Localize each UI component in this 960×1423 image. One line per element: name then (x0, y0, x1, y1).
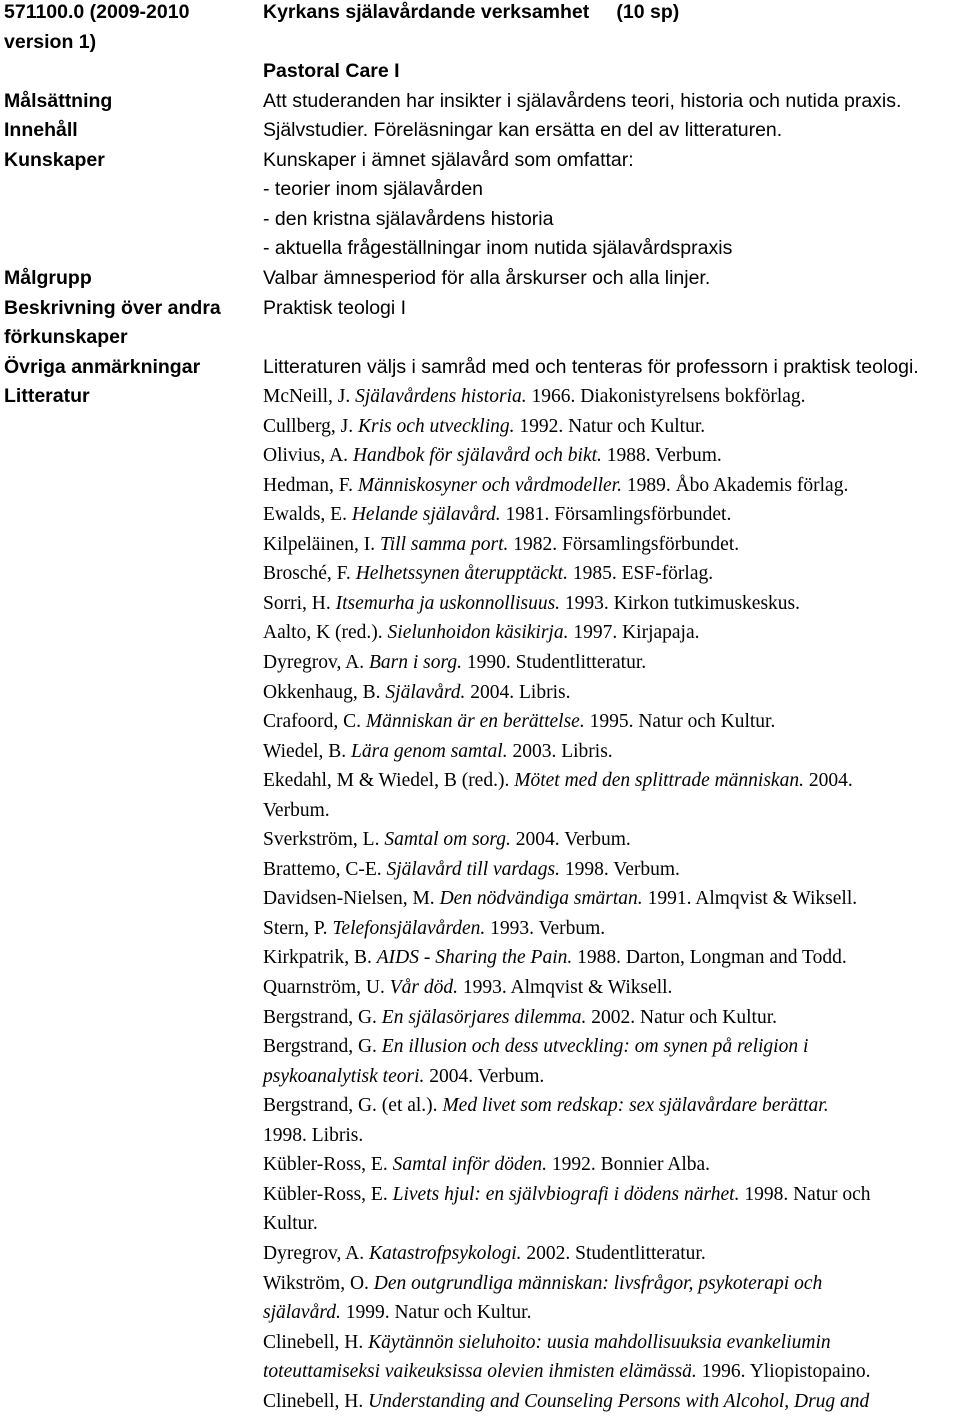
reference-text: 1991. Almqvist & Wiksell. (642, 888, 858, 910)
literature-line (263, 500, 731, 530)
literature-line (263, 796, 330, 826)
reference-text: 1993. Verbum. (485, 917, 606, 939)
reference-text: 1993. Kirkon tutkimuskeskus. (560, 592, 801, 614)
label-malgrupp: Målgrupp (4, 267, 92, 289)
reference-text: 1990. Studentlitteratur. (461, 651, 647, 673)
literature-line (263, 471, 848, 501)
course-title: Kyrkans själavårdande verksamhet (263, 1, 590, 23)
literature-line (263, 1269, 822, 1299)
literature-line (263, 766, 853, 796)
label-litteratur: Litteratur (4, 385, 90, 407)
reference-text: Dyregrov, A. (263, 1242, 369, 1264)
reference-text: 2003. Libris. (507, 740, 613, 762)
reference-text: 1989. Åbo Akademis förlag. (621, 474, 849, 496)
reference-text: 2004. (803, 770, 853, 792)
course-title-line (263, 0, 679, 28)
literature-line (263, 1121, 363, 1151)
literature-line (263, 943, 847, 973)
reference-title: Helande själavård. (351, 504, 501, 526)
goal-text: Att studeranden har insikter i själavårdens teori, historia och nutida praxis. (263, 90, 902, 112)
reference-title: Den outgrundliga människan: livsfrågor, psykoterapi och (373, 1272, 823, 1294)
literature-line (263, 1180, 871, 1210)
reference-text: Crafoord, C. (263, 711, 366, 733)
reference-title: Understanding and Counseling Persons with Alcohol, Drug and (368, 1390, 870, 1412)
reference-text: Kirkpatrik, B. (263, 947, 377, 969)
literature-line (263, 914, 605, 944)
reference-title: Vår död. (389, 977, 458, 998)
label-ovriga-anmarkningar: Övriga anmärkningar (4, 356, 201, 378)
knowledge-line: Kunskaper i ämnet själavård som omfattar: (263, 149, 634, 171)
literature-line (263, 825, 631, 855)
reference-text: Brosché, F. (263, 563, 356, 585)
reference-title: Människosyner och vårdmodeller. (357, 474, 622, 496)
reference-text: 2004. Libris. (465, 681, 571, 703)
literature-line (263, 678, 570, 708)
reference-title: Människan är en berättelse. (365, 711, 585, 733)
reference-text: 1966. Diakonistyrelsens bokförlag. (526, 386, 806, 407)
reference-title: Handbok för själavård och bikt. (352, 445, 602, 467)
reference-title: Till samma port. (379, 533, 509, 555)
prerequisites-text: Praktisk teologi I (263, 297, 407, 319)
knowledge-line: - den kristna själavårdens historia (263, 208, 554, 230)
reference-text: 1998. Verbum. (560, 858, 680, 880)
reference-text: Bergstrand, G. (263, 1036, 382, 1058)
reference-title: AIDS - Sharing the Pain. (376, 947, 573, 969)
reference-text: Verbum. (263, 799, 330, 821)
literature-line (263, 1357, 871, 1387)
reference-title: Barn i sorg. (368, 651, 462, 673)
literature-line (263, 1387, 869, 1417)
reference-text: 2002. Studentlitteratur. (521, 1242, 706, 1264)
reference-text: Clinebell, H. (263, 1331, 369, 1353)
reference-title: psykoanalytisk teori. (263, 1065, 425, 1087)
reference-title: Själavård. (385, 681, 466, 703)
reference-title: Sielunhoidon käsikirja. (387, 622, 569, 644)
reference-text: Kübler-Ross, E. (263, 1154, 393, 1176)
knowledge-line: - aktuella frågeställningar inom nutida själavårdspraxis (263, 237, 733, 259)
literature-line (263, 1328, 831, 1358)
reference-title: Itsemurha ja uskonnollisuus. (335, 592, 561, 614)
reference-title: Den nödvändiga smärtan. (439, 888, 643, 910)
reference-text: Sorri, H. (263, 592, 336, 614)
reference-text: 1998. Libris. (263, 1124, 364, 1146)
literature-line (263, 973, 672, 1003)
label-innehall: Innehåll (4, 119, 78, 141)
reference-text: Wikström, O. (263, 1272, 374, 1294)
literature-line (263, 1032, 808, 1062)
reference-text: Cullberg, J. (263, 415, 358, 437)
reference-text: 1998. Natur och (739, 1183, 871, 1205)
literature-line (263, 855, 680, 885)
literature-line (263, 884, 857, 914)
reference-text: 1997. Kirjapaja. (568, 622, 700, 644)
content-text: Självstudier. Föreläsningar kan ersätta en del av litteraturen. (263, 119, 783, 141)
literature-line (263, 1062, 544, 1092)
reference-text: 2004. Verbum. (424, 1065, 545, 1087)
reference-text: Hedman, F. (263, 474, 358, 496)
literature-line (263, 707, 775, 737)
reference-text: Clinebell, H. (263, 1390, 369, 1412)
literature-line (263, 530, 739, 560)
literature-line (263, 618, 700, 648)
remarks-text: Litteraturen väljs i samråd med och tenteras för professorn i praktisk teologi. (263, 356, 919, 378)
course-version: version 1) (4, 31, 97, 53)
reference-text: McNeill, J. (263, 386, 356, 407)
reference-title: Samtal om sorg. (384, 829, 511, 851)
reference-text: 1988. Verbum. (601, 445, 722, 467)
reference-text: Ewalds, E. (263, 504, 352, 526)
reference-title: Själavårdens historia. (355, 386, 527, 407)
reference-text: 1992. Bonnier Alba. (546, 1154, 711, 1176)
reference-text: 2002. Natur och Kultur. (586, 1006, 778, 1028)
reference-text: Ekedahl, M & Wiedel, B (red.). (263, 770, 515, 792)
reference-title: Käytännön sieluhoito: uusia mahdollisuuksia evankeliumin (368, 1331, 831, 1353)
reference-text: Dyregrov, A. (263, 651, 369, 673)
reference-text: Wiedel, B. (263, 740, 352, 762)
reference-text: Sverkström, L. (263, 829, 385, 851)
reference-title: Helhetssynen återupptäckt. (355, 563, 568, 585)
course-code: 571100.0 (2009-2010 (4, 1, 190, 23)
reference-text: Okkenhaug, B. (263, 681, 386, 703)
reference-text: Bergstrand, G. (et al.). (263, 1095, 443, 1117)
literature-line (263, 1150, 710, 1180)
reference-text: 1988. Darton, Longman and Todd. (572, 947, 847, 969)
reference-title: själavård. (263, 1302, 341, 1324)
literature-line (263, 1239, 706, 1269)
reference-text: 1999. Natur och Kultur. (340, 1302, 532, 1324)
reference-text: Quarnström, U. (263, 977, 390, 998)
reference-title: Samtal inför döden. (392, 1154, 547, 1176)
knowledge-line: - teorier inom själavården (263, 178, 484, 200)
course-credits: (10 sp) (616, 1, 680, 23)
reference-title: En själasörjares dilemma. (381, 1006, 587, 1028)
reference-title: Med livet som redskap: sex själavårdare berättar. (442, 1095, 829, 1117)
label-malsattning: Målsättning (4, 90, 113, 112)
reference-title: Livets hjul: en självbiografi i dödens närhet. (392, 1183, 740, 1205)
reference-text: Kübler-Ross, E. (263, 1183, 393, 1205)
literature-line (263, 1209, 318, 1239)
label-kunskaper: Kunskaper (4, 149, 105, 171)
reference-title: Kris och utveckling. (357, 415, 515, 437)
reference-title: En illusion och dess utveckling: om synen på religion i (381, 1036, 809, 1058)
course-subtitle: Pastoral Care I (263, 60, 400, 82)
literature-line (263, 648, 646, 678)
reference-text: 1993. Almqvist & Wiksell. (457, 977, 673, 998)
reference-text: Aalto, K (red.). (263, 622, 388, 644)
reference-title: Lära genom samtal. (351, 740, 508, 762)
reference-text: 1996. Yliopistopaino. (696, 1361, 871, 1383)
reference-text: Kultur. (263, 1213, 318, 1235)
reference-text: Olivius, A. (263, 445, 353, 467)
reference-text: Davidsen-Nielsen, M. (263, 888, 440, 910)
literature-line (263, 1091, 829, 1121)
reference-text: 1981. Församlingsförbundet. (500, 504, 732, 526)
reference-text: Kilpeläinen, I. (263, 533, 380, 555)
reference-title: Katastrofpsykologi. (368, 1242, 522, 1264)
reference-text: 1985. ESF-förlag. (567, 563, 714, 585)
literature-line (263, 737, 613, 767)
reference-title: Själavård till vardags. (386, 858, 560, 880)
literature-line (263, 589, 800, 619)
reference-text: Bergstrand, G. (263, 1006, 382, 1028)
label-beskrivning: Beskrivning över andra (4, 297, 221, 319)
reference-title: Telefonsjälavården. (332, 917, 486, 939)
reference-text: 1982. Församlingsförbundet. (508, 533, 740, 555)
reference-text: Brattemo, C-E. (263, 858, 387, 880)
literature-line (263, 559, 713, 589)
reference-title: Mötet med den splittrade människan. (514, 770, 804, 792)
reference-text: 1992. Natur och Kultur. (514, 415, 706, 437)
literature-line (263, 1298, 531, 1328)
reference-text: Stern, P. (263, 917, 333, 939)
reference-title: toteuttamiseksi vaikeuksissa olevien ihmisten elämässä. (263, 1361, 697, 1383)
label-forkunskaper: förkunskaper (4, 326, 128, 348)
literature-line (263, 382, 806, 412)
target-group-text: Valbar ämnesperiod för alla årskurser och alla linjer. (263, 267, 711, 289)
reference-text: 2004. Verbum. (510, 829, 631, 851)
literature-line (263, 1003, 777, 1033)
literature-line (263, 441, 722, 471)
reference-text: 1995. Natur och Kultur. (584, 711, 776, 733)
literature-line (263, 412, 705, 442)
